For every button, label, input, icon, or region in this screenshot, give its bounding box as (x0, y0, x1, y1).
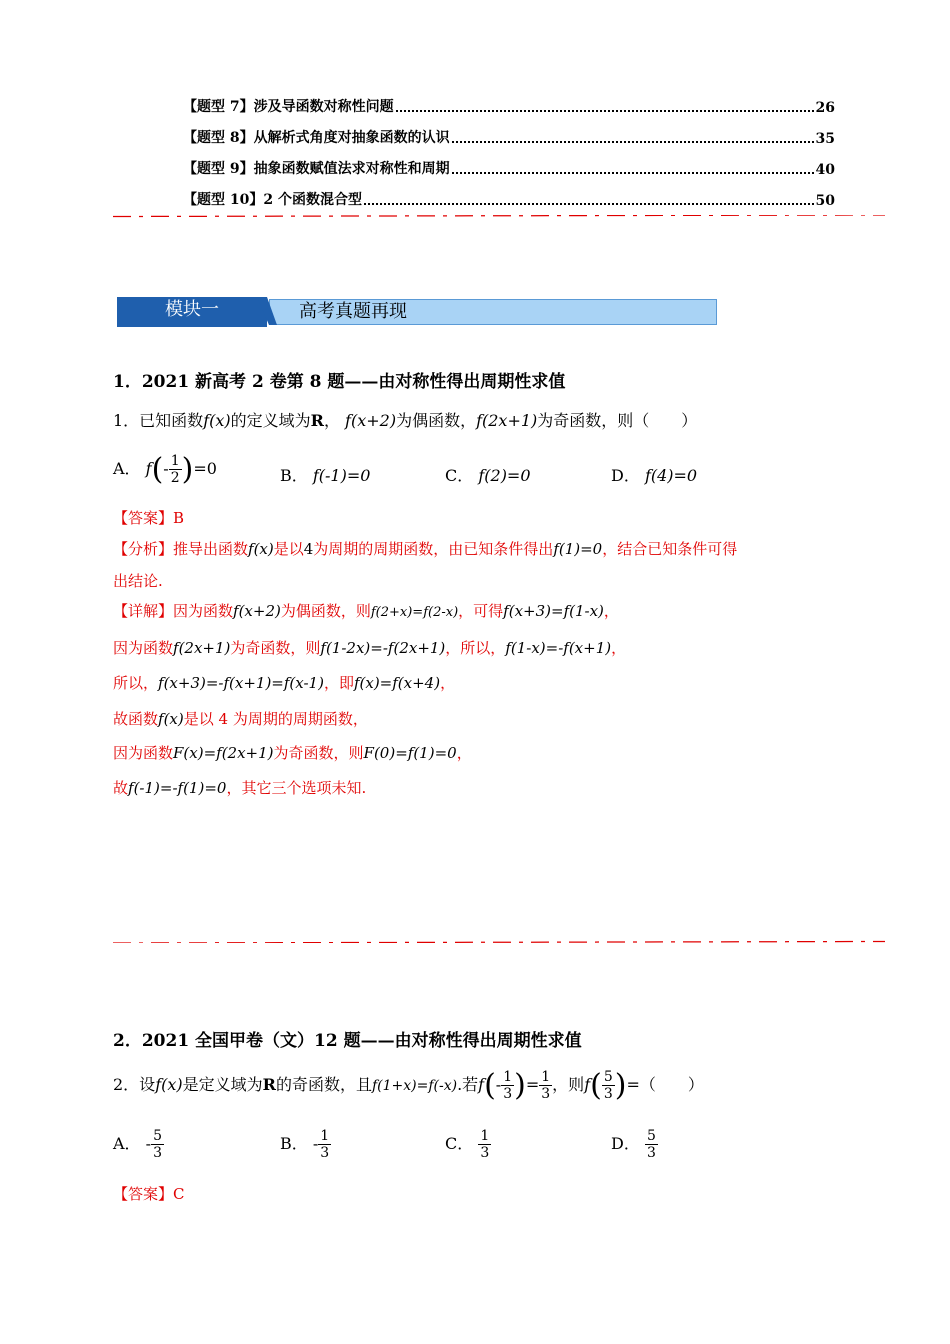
q2-stem: 2．设f(x)是定义域为R的奇函数，且f(1+x)=f(-x).若f(- $\frac{1}{3}$ )= $\frac{1}{3}$ ，则f( $\frac{5}{3}$ )=（ ） (113, 1068, 704, 1103)
q1-stem-text: 1．已知函数 (113, 411, 204, 430)
toc-entry[interactable] (183, 127, 835, 147)
q2-option-c[interactable]: C． $\frac{1}{3}$ (445, 1128, 490, 1161)
option-label: A． (113, 459, 141, 478)
q1-stem (113, 408, 697, 431)
q2-option-b[interactable]: B． - $\frac{1}{3}$ (280, 1128, 330, 1161)
toc-page: 35 (815, 131, 835, 147)
q1-detail-line: 故f(-1)=-f(1)=0，其它三个选项未知. (113, 779, 367, 797)
q2-option-a[interactable]: A． - $\frac{5}{3}$ (113, 1128, 162, 1161)
q1-option-a[interactable]: A． f(- $\frac{1}{2}$ )=0 (113, 452, 217, 487)
toc-page: 26 (815, 100, 835, 116)
q2-answer: 【答案】C (113, 1185, 185, 1203)
toc-label: 【题型 10】2 个函数混合型 (183, 192, 362, 208)
toc-leader (452, 171, 814, 174)
option-sign: - (163, 459, 169, 478)
q1-option-b[interactable] (280, 463, 370, 486)
q2-option-d[interactable]: D． $\frac{5}{3}$ (611, 1128, 656, 1161)
q1-option-d[interactable] (611, 463, 697, 486)
toc-leader (452, 140, 814, 143)
q1-analysis-cont: 出结论. (113, 572, 163, 590)
q1-detail-line: 【详解】因为函数f(x+2)为偶函数，则f(2+x)=f(2-x)，可得f(x+3)=f(1-x)， (113, 602, 619, 620)
toc-page: 40 (815, 162, 835, 178)
toc-leader (364, 202, 814, 205)
divider-dash-dot (113, 215, 885, 218)
option-math: f(4)=0 (644, 466, 698, 485)
option-math: f (145, 459, 152, 478)
option-label: C． (445, 466, 474, 485)
option-math: f(2)=0 (478, 466, 531, 485)
option-math: f(-1)=0 (312, 466, 371, 485)
q1-detail-line: 故函数f(x)是以 4 为周期的周期函数， (113, 710, 368, 728)
fraction: $\frac{1}{2}$ (170, 453, 180, 486)
module-banner (117, 297, 717, 329)
q1-stem-math: f(x+2) (345, 411, 397, 430)
q2-heading: 2．2021 全国甲卷（文）12 题——由对称性得出周期性求值 (113, 1031, 582, 1051)
toc-entry[interactable] (183, 158, 835, 178)
toc-label: 【题型 8】从解析式角度对抽象函数的认识 (183, 130, 450, 146)
q1-stem-text: 为奇函数，则（ ） (537, 411, 698, 430)
module-label: 模块一 (165, 299, 219, 320)
q1-answer: 【答案】B (113, 509, 185, 527)
q1-stem-math: f(2x+1) (476, 411, 538, 430)
toc-label: 【题型 7】涉及导函数对称性问题 (183, 99, 394, 115)
q1-detail-line: 所以，f(x+3)=-f(x+1)=f(x-1)，即f(x)=f(x+4)， (113, 674, 456, 692)
toc-entry[interactable] (183, 189, 835, 209)
q1-stem-text: 为偶函数， (396, 411, 477, 430)
q1-heading: 1．2021 新高考 2 卷第 8 题——由对称性得出周期性求值 (113, 372, 566, 392)
banner-slash (257, 297, 277, 329)
q1-option-c[interactable] (445, 463, 531, 486)
option-label: D． (611, 466, 640, 485)
q1-detail-line: 因为函数F(x)=f(2x+1)为奇函数，则F(0)=f(1)=0， (113, 744, 472, 762)
option-math: =0 (193, 459, 217, 478)
q1-analysis: 【分析】推导出函数f(x)是以4为周期的周期函数，由已知条件得出f(1)=0，结合已知条件可得 (113, 540, 738, 558)
toc-page: 50 (815, 193, 835, 209)
option-label: B． (280, 466, 308, 485)
toc-entry[interactable] (183, 96, 835, 116)
divider-dash-dot (113, 940, 885, 943)
q1-stem-R: R (310, 411, 324, 430)
q1-stem-text: 的定义域为 (230, 411, 311, 430)
q1-stem-math: f(x) (203, 411, 231, 430)
q1-detail-line: 因为函数f(2x+1)为奇函数，则f(1-2x)=-f(2x+1)，所以，f(1-x)=-f(x+1)， (113, 639, 627, 657)
module-title: 高考真题再现 (299, 301, 407, 322)
q1-stem-text: ， (323, 411, 340, 430)
toc-leader (396, 109, 814, 112)
toc-label: 【题型 9】抽象函数赋值法求对称性和周期 (183, 161, 450, 177)
